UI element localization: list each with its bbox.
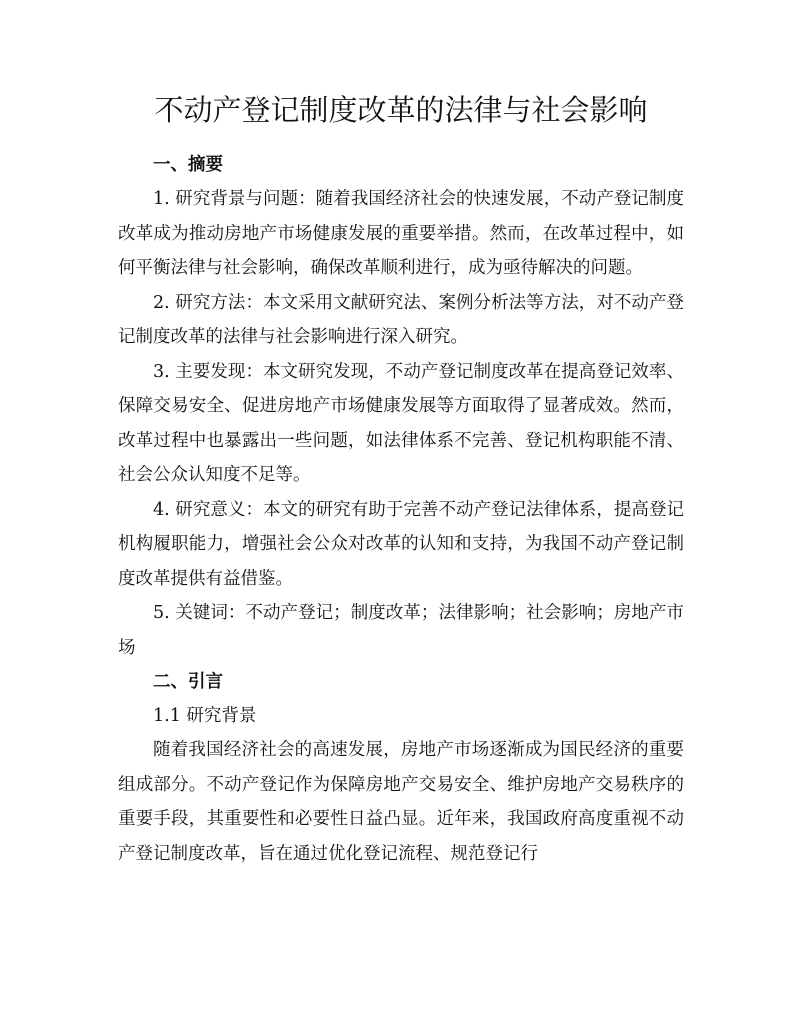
document-title: 不动产登记制度改革的法律与社会影响 bbox=[154, 93, 648, 127]
abstract-paragraph-keywords: 5. 关键词：不动产登记；制度改革；法律影响；社会影响；房地产市场 bbox=[118, 603, 684, 658]
abstract-paragraph-method: 2. 研究方法：本文采用文献研究法、案例分析法等方法，对不动产登记制度改革的法律与社会影响进行深入研究。 bbox=[118, 292, 684, 347]
subsection-heading-background: 1.1 研究背景 bbox=[153, 706, 257, 726]
introduction-paragraph: 随着我国经济社会的高速发展，房地产市场逐渐成为国民经济的重要组成部分。不动产登记作为保障房地产交易安全、维护房地产交易秩序的重要手段，其重要性和必要性日益凸显。近年来，我国政府高度重视不动产登记制度改革，旨在通过优化登记流程、规范登记行 bbox=[118, 740, 684, 864]
section-introduction bbox=[118, 665, 684, 871]
abstract-paragraph-significance: 4. 研究意义：本文的研究有助于完善不动产登记法律体系，提高登记机构履职能力，增强社会公众对改革的认知和支持，为我国不动产登记制度改革提供有益借鉴。 bbox=[118, 499, 684, 589]
abstract-paragraph-background: 1. 研究背景与问题：随着我国经济社会的快速发展，不动产登记制度改革成为推动房地产市场健康发展的重要举措。然而，在改革过程中，如何平衡法律与社会影响，确保改革顺利进行，成为亟待解决的问题。 bbox=[118, 189, 684, 278]
abstract-paragraph-findings: 3. 主要发现：本文研究发现，不动产登记制度改革在提高登记效率、保障交易安全、促进房地产市场健康发展等方面取得了显著成效。然而，改革过程中也暴露出一些问题，如法律体系不完善、登记机构职能不清、社会公众认知度不足等。 bbox=[118, 361, 684, 485]
section-heading-introduction: 二、引言 bbox=[153, 672, 223, 692]
document-page bbox=[118, 90, 684, 871]
section-abstract bbox=[118, 148, 684, 665]
section-heading-abstract: 一、摘要 bbox=[153, 155, 223, 175]
